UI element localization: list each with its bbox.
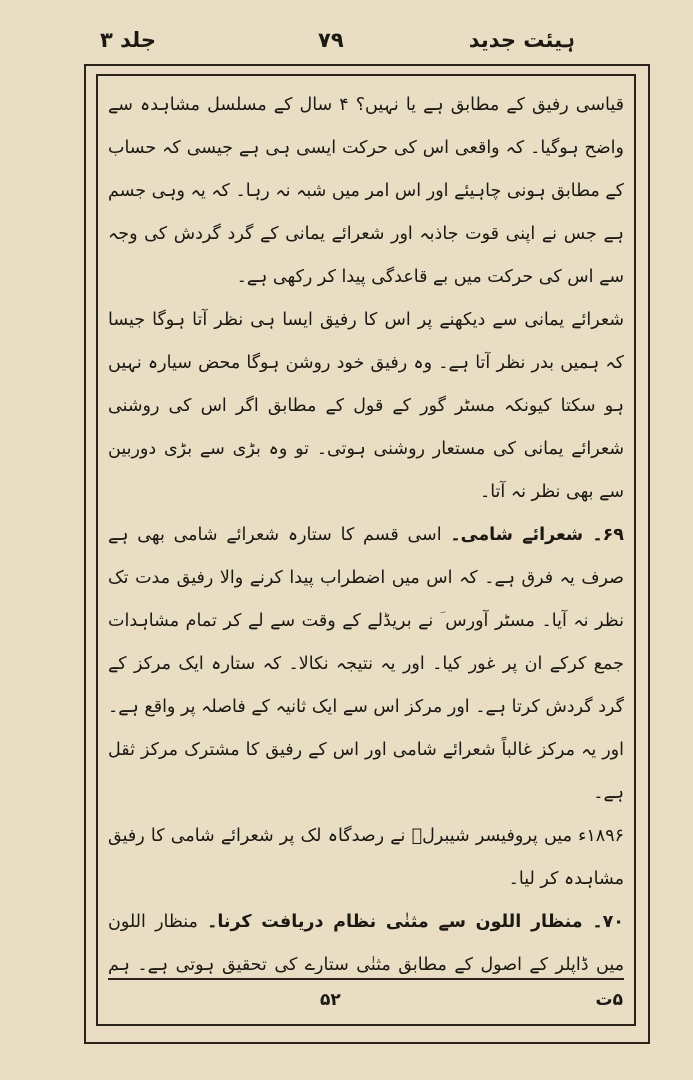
paragraph (108, 514, 624, 815)
page-body (108, 84, 624, 974)
paragraph (108, 901, 624, 974)
page-header (0, 22, 693, 62)
page-number: ۷۹ (318, 28, 344, 52)
page-mark: ۵ت (595, 990, 623, 1010)
paragraph-text: اسی قسم کا ستارہ شعرائے شامی بھی ہے صرف یہ فرق ہے۔ کہ اس میں اضطراب پیدا کرنے والا رفیق مدت تک نظر نہ آیا۔ مسٹر آورس ؔ نے بریڈلے کے وقت سے لے کر تمام مشاہدات جمع کرکے ان پر غور کیا۔ اور یہ نتیجہ نکالا۔ کہ ستارہ ایک مرکز کے گرد گردش کرتا ہے۔ اور مرکز اس سے ایک ثانیہ کے فاصلہ پر واقع ہے۔ اور یہ مرکز غالباً شعرائے شامی اور اس کے رفیق کا مشترک مرکز ثقل ہے۔ (108, 525, 624, 803)
section-heading: ۷۰۔ منظار اللون سے مثنٰی نظام دریافت کرنا۔ (207, 912, 624, 932)
signature-mark: ۵۲ (320, 990, 341, 1010)
section-heading: ۶۹۔ شعرائے شامی۔ (450, 525, 624, 545)
paragraph: قیاسی رفیق کے مطابق ہے یا نہیں؟ ۴ سال کے مسلسل مشاہدہ سے واضح ہوگیا۔ کہ واقعی اس کی حرکت ایسی ہی ہے جیسی کہ حساب کے مطابق ہونی چاہیئے اور اس امر میں شبہ نہ رہا۔ کہ یہ وہی جسم ہے جس نے اپنی قوت جاذبہ اور شعرائے یمانی کے گرد گردش کی وجہ سے اس کی حرکت میں بے قاعدگی پیدا کر رکھی ہے۔ (108, 95, 624, 287)
paragraph-text: منظار اللون میں ڈاپلر کے اصول کے مطابق مثنٰی ستارے کی تحقیق ہوتی ہے۔ ہم (108, 912, 624, 974)
volume-label: جلد ۳ (100, 28, 156, 52)
footer-rule (108, 978, 624, 980)
book-title: ہیئت جدید (468, 28, 575, 52)
paragraph: شعرائے یمانی سے دیکھنے پر اس کا رفیق ایسا ہی نظر آتا ہوگا جیسا کہ ہمیں بدر نظر آتا ہے۔ وہ رفیق خود روشن ہوگا محض سیارہ نہیں ہو سکتا کیونکہ مسٹر گور کے قول کے مطابق اگر اس کی روشنی شعرائے یمانی کی مستعار روشنی ہوتی۔ تو وہ بڑی سے بڑی دوربین سے بھی نظر نہ آتا۔ (108, 310, 624, 502)
paragraph: ۱۸۹۶ء میں پروفیسر شیبرلؔ نے رصدگاہ لک پر شعرائے شامی کا رفیق مشاہدہ کر لیا۔ (108, 826, 624, 889)
